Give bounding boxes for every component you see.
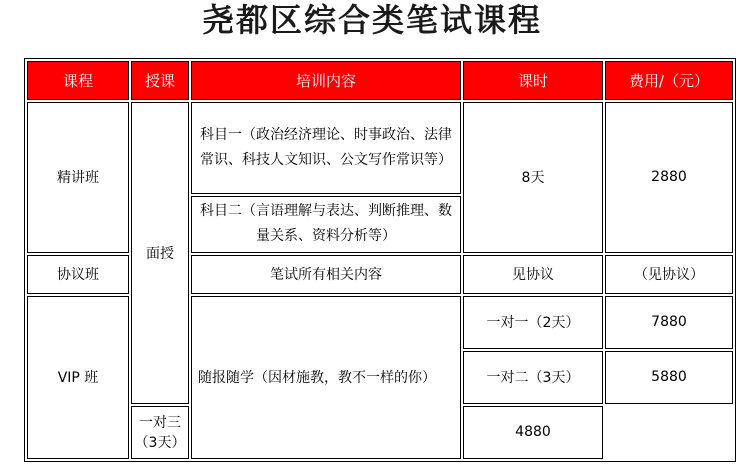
- header-fee: 费用/（元）: [605, 61, 733, 100]
- fee-vip-1: 7880: [605, 296, 733, 349]
- xieyi-content: 笔试所有相关内容: [191, 255, 461, 294]
- hours-vip-3: 一对三（3天）: [131, 406, 189, 459]
- table-row: [27, 102, 733, 194]
- fee-vip-3: 4880: [463, 406, 603, 459]
- header-teaching: 授课: [131, 61, 189, 100]
- course-table: [24, 58, 736, 462]
- vip-content: 随报随学（因材施教，教不一样的你）: [191, 296, 461, 459]
- page-title: 尧都区综合类笔试课程: [201, 1, 542, 39]
- fee-xieyi: （见协议）: [605, 255, 733, 294]
- course-name-xieyi: 协议班: [27, 255, 129, 294]
- subject1-content: 科目一（政治经济理论、时事政治、法律常识、科技人文知识、公文写作常识等）: [191, 102, 461, 194]
- subject2-content: 科目二（言语理解与表达、判断推理、数量关系、资料分析等）: [191, 196, 461, 253]
- header-course: 课程: [27, 61, 129, 100]
- hours-xieyi: 见协议: [463, 255, 603, 294]
- fee-vip-2: 5880: [605, 351, 733, 404]
- course-name-jingjiang: 精讲班: [27, 102, 129, 253]
- header-hours: 课时: [463, 61, 603, 100]
- fee-jingjiang: 2880: [605, 102, 733, 253]
- hours-jingjiang: 8天: [463, 102, 603, 253]
- hours-vip-2: 一对二（3天）: [463, 351, 603, 404]
- hours-vip-1: 一对一（2天）: [463, 296, 603, 349]
- header-content: 培训内容: [191, 61, 461, 100]
- table-header-row: [27, 61, 733, 100]
- course-name-vip: VIP 班: [27, 296, 129, 459]
- teaching-mode: 面授: [131, 102, 189, 404]
